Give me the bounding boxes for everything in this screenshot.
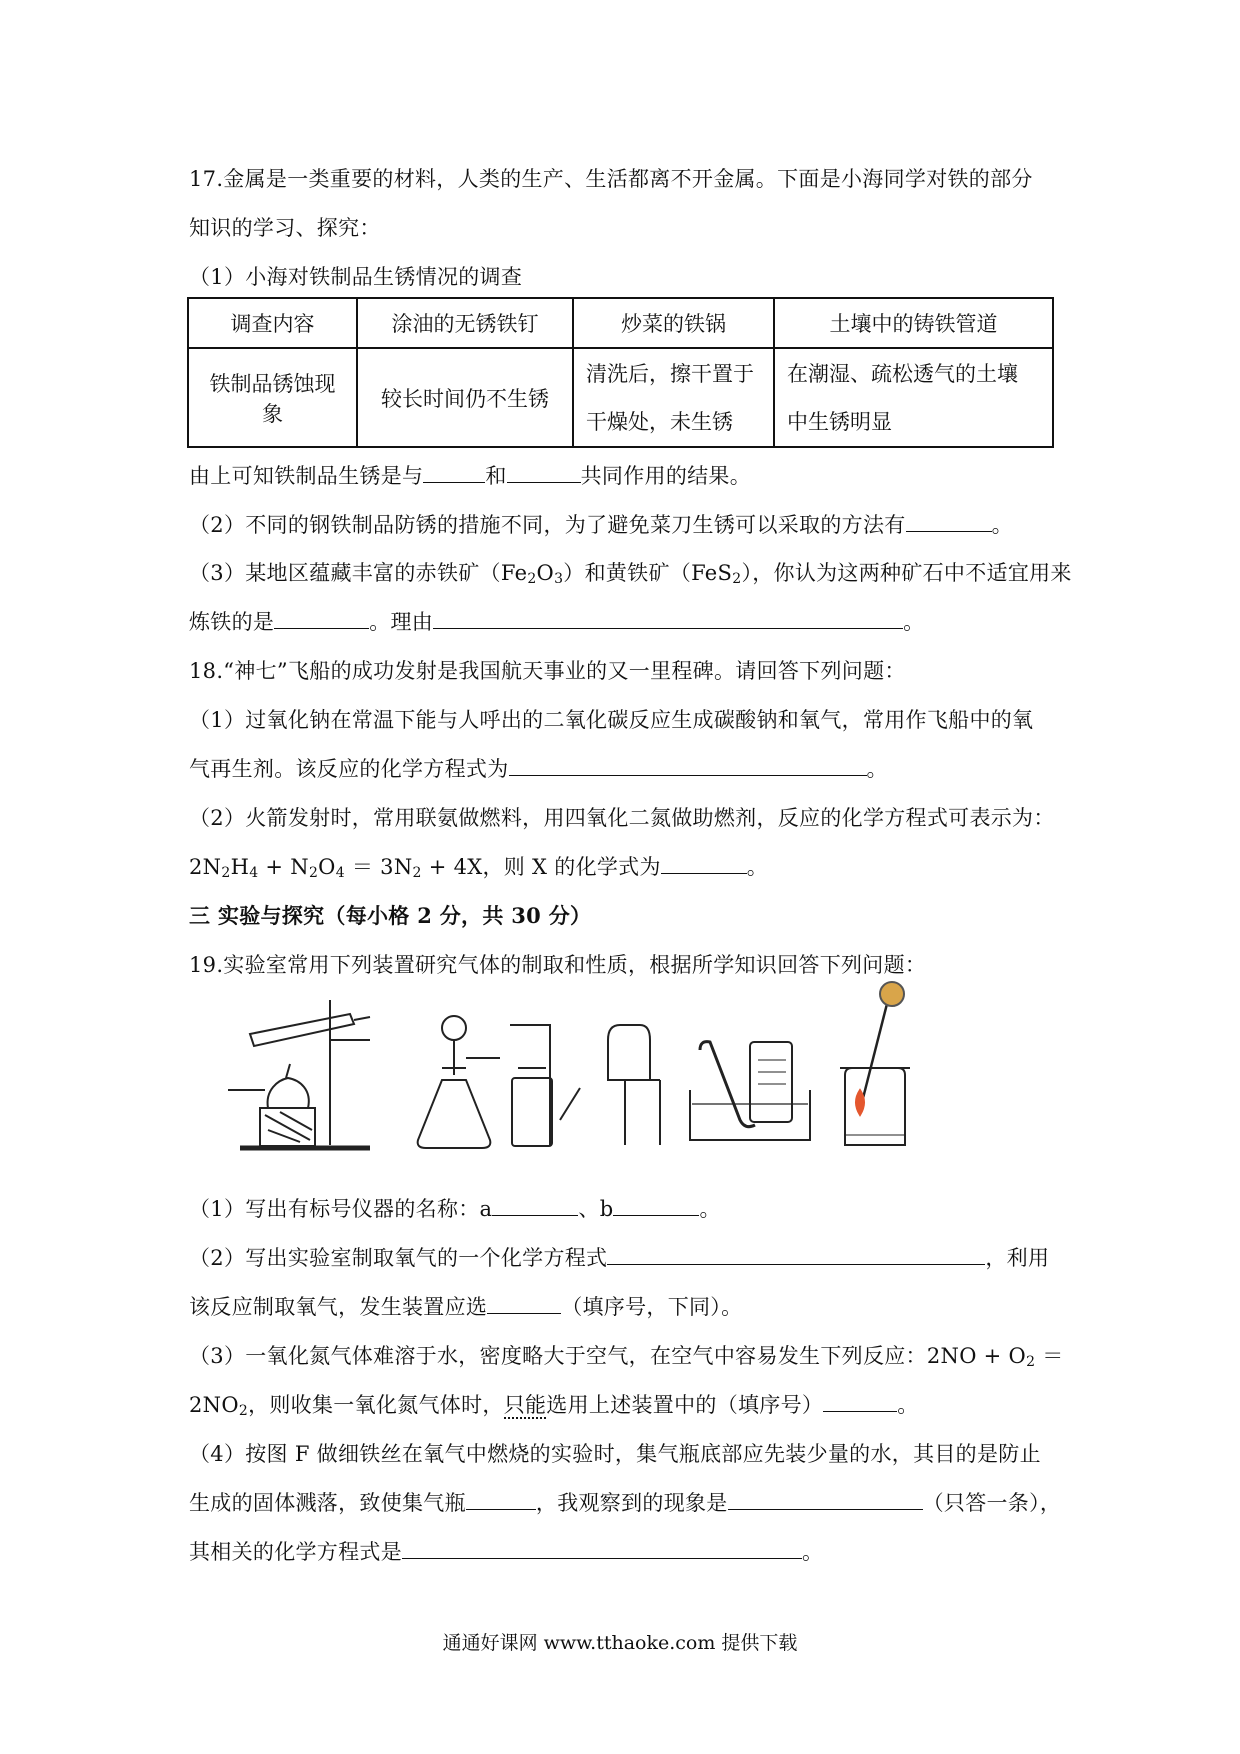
table-header-cell: 调查内容 xyxy=(188,298,357,348)
apparatus-b-flask-funnel xyxy=(418,1016,500,1148)
subscript: 2 xyxy=(1026,1354,1036,1370)
q19-part1 xyxy=(189,1193,721,1223)
answer-blank[interactable] xyxy=(402,1538,802,1559)
q19-intro: 19.实验室常用下列装置研究气体的制取和性质，根据所学知识回答下列问题： xyxy=(189,953,927,977)
q19-part3-line-2 xyxy=(189,1389,919,1419)
apparatus-a-heating-setup xyxy=(228,1000,370,1148)
table-cell-pipe xyxy=(774,348,1053,447)
answer-blank[interactable] xyxy=(613,1195,699,1216)
text: 2NO xyxy=(189,1393,239,1417)
text: 选用上述装置中的（填序号） xyxy=(546,1393,824,1417)
q18-part1-line-2 xyxy=(189,753,888,783)
page-footer: 通通好课网 www.tthaoke.com 提供下载 xyxy=(442,1632,798,1654)
cell-text-line: 清洗后，擦干置于 xyxy=(586,361,754,386)
emphasis-text: 只能 xyxy=(503,1393,547,1417)
q19-part4-line-2 xyxy=(189,1487,1061,1517)
text: H xyxy=(230,855,250,879)
text: ，则收集一氧化氮气体时， xyxy=(248,1393,504,1417)
subscript: 4 xyxy=(335,865,345,881)
answer-blank[interactable] xyxy=(433,608,903,629)
text: + 4X，则 X 的化学式为 xyxy=(421,855,661,879)
subscript: 2 xyxy=(238,1403,249,1419)
answer-blank[interactable] xyxy=(509,755,867,776)
q18-equation-line xyxy=(189,851,768,881)
table-row-label: 铁制品锈蚀现象 xyxy=(188,348,357,447)
apparatus-e-water-trough xyxy=(690,1042,810,1140)
q18-part1-line-1: （1）过氧化钠在常温下能与人呼出的二氧化碳反应生成碳酸钠和氧气，常用作飞船中的氧 xyxy=(189,708,1034,732)
q18-part2-line-1: （2）火箭发射时，常用联氨做燃料，用四氧化二氮做助燃剂，反应的化学方程式可表示为： xyxy=(189,806,1055,830)
text: 其相关的化学方程式是 xyxy=(189,1540,402,1564)
subscript: 2 xyxy=(412,865,422,881)
subscript: 2 xyxy=(732,571,742,587)
q17-intro-line-1: 17.金属是一类重要的材料，人类的生产、生活都离不开金属。下面是小海同学对铁的部分 xyxy=(189,167,1033,191)
q19-part2-line-1 xyxy=(189,1242,1049,1272)
apparatus-c-gas-bottle xyxy=(510,1025,580,1146)
answer-blank[interactable] xyxy=(423,462,485,483)
text: （3）一氧化氮气体难溶于水，密度略大于空气，在空气中容易发生下列反应：2NO + O xyxy=(189,1344,1027,1368)
text: （只答一条）， xyxy=(922,1491,1062,1515)
table-header-cell: 涂油的无锈铁钉 xyxy=(357,298,573,348)
text: ＝ 3N xyxy=(344,855,413,879)
answer-blank[interactable] xyxy=(906,511,992,532)
q17-conclusion xyxy=(189,460,751,490)
table-cell-pot xyxy=(573,348,774,447)
subscript: 4 xyxy=(249,865,259,881)
text: 该反应制取氧气，发生装置应选 xyxy=(189,1295,488,1319)
text: 生成的固体溅落，致使集气瓶 xyxy=(189,1491,466,1515)
apparatus-d-inverted-bottle xyxy=(608,1025,660,1145)
q17-part3-line-2 xyxy=(189,606,924,636)
text: 。 xyxy=(897,1393,919,1417)
answer-blank[interactable] xyxy=(607,1244,985,1265)
text: （填序号，下同）。 xyxy=(561,1295,743,1319)
text: 气再生剂。该反应的化学方程式为 xyxy=(189,757,509,781)
subscript: 2 xyxy=(308,865,319,881)
answer-blank[interactable] xyxy=(823,1391,897,1412)
q18-intro: 18.“神七”飞船的成功发射是我国航天事业的又一里程碑。请回答下列问题： xyxy=(189,659,906,683)
text: 2N xyxy=(189,855,222,879)
text: 由上可知铁制品生锈是与 xyxy=(189,464,424,488)
apparatus-figure xyxy=(220,980,1020,1180)
answer-blank[interactable] xyxy=(487,1293,561,1314)
q17-part3-line-1 xyxy=(189,557,1072,587)
text: ，利用 xyxy=(985,1246,1050,1270)
text: （2）不同的钢铁制品防锈的措施不同，为了避免菜刀生锈可以采取的方法有 xyxy=(189,513,906,537)
text: ，我观察到的现象是 xyxy=(535,1491,728,1515)
table-header-row xyxy=(188,298,1053,348)
q19-part4-line-1: （4）按图 F 做细铁丝在氧气中燃烧的实验时，集气瓶底部应先装少量的水，其目的是防止 xyxy=(189,1442,1041,1466)
text: O xyxy=(318,855,336,879)
answer-blank[interactable] xyxy=(466,1489,536,1510)
rust-survey-table xyxy=(187,297,1054,448)
subscript: 2 xyxy=(527,571,537,587)
table-header-cell: 炒菜的铁锅 xyxy=(573,298,774,348)
answer-blank[interactable] xyxy=(274,608,369,629)
text: （2）写出实验室制取氧气的一个化学方程式 xyxy=(189,1246,608,1270)
text: 共同作用的结果。 xyxy=(580,464,752,488)
text: 。理由 xyxy=(369,610,434,634)
q19-part4-line-3 xyxy=(189,1536,823,1566)
answer-blank[interactable] xyxy=(661,853,747,874)
text: 和 xyxy=(485,464,507,488)
cell-text-line: 在潮湿、疏松透气的土壤 xyxy=(787,361,1018,386)
text: （1）写出有标号仪器的名称：a xyxy=(189,1197,493,1221)
table-cell-nail: 较长时间仍不生锈 xyxy=(357,348,573,447)
answer-blank[interactable] xyxy=(728,1489,923,1510)
answer-blank[interactable] xyxy=(507,462,581,483)
text: 。 xyxy=(746,855,769,879)
answer-blank[interactable] xyxy=(492,1195,578,1216)
table-header-cell: 土壤中的铸铁管道 xyxy=(774,298,1053,348)
cell-text-line: 中生锈明显 xyxy=(787,409,892,434)
section-3-heading: 三 实验与探究（每小格 2 分，共 30 分） xyxy=(189,903,592,928)
q17-intro-line-2: 知识的学习、探究： xyxy=(189,216,381,240)
text: 炼铁的是 xyxy=(189,610,275,634)
text: 。 xyxy=(802,1540,824,1564)
text: 、b xyxy=(578,1197,614,1221)
subscript: 2 xyxy=(221,865,231,881)
text: 。 xyxy=(699,1197,721,1221)
q17-part1-title: （1）小海对铁制品生锈情况的调查 xyxy=(189,265,523,289)
q17-part2 xyxy=(189,509,1013,539)
table-row xyxy=(188,348,1053,447)
text: 。 xyxy=(991,513,1013,537)
text: ）和黄铁矿（FeS xyxy=(563,561,733,585)
text: O xyxy=(536,561,555,585)
apparatus-f-iron-wire-burning xyxy=(840,982,910,1145)
text: 。 xyxy=(903,610,925,634)
text: （3）某地区蕴藏丰富的赤铁矿（Fe xyxy=(189,561,528,585)
text: ＝ xyxy=(1035,1344,1064,1368)
text: + N xyxy=(258,855,309,879)
subscript: 3 xyxy=(554,571,564,587)
text: ），你认为这两种矿石中不适宜用来 xyxy=(741,561,1072,585)
text: 。 xyxy=(866,757,888,781)
q19-part3-line-1 xyxy=(189,1340,1064,1370)
q19-part2-line-2 xyxy=(189,1291,742,1321)
cell-text-line: 干燥处，未生锈 xyxy=(586,409,733,434)
